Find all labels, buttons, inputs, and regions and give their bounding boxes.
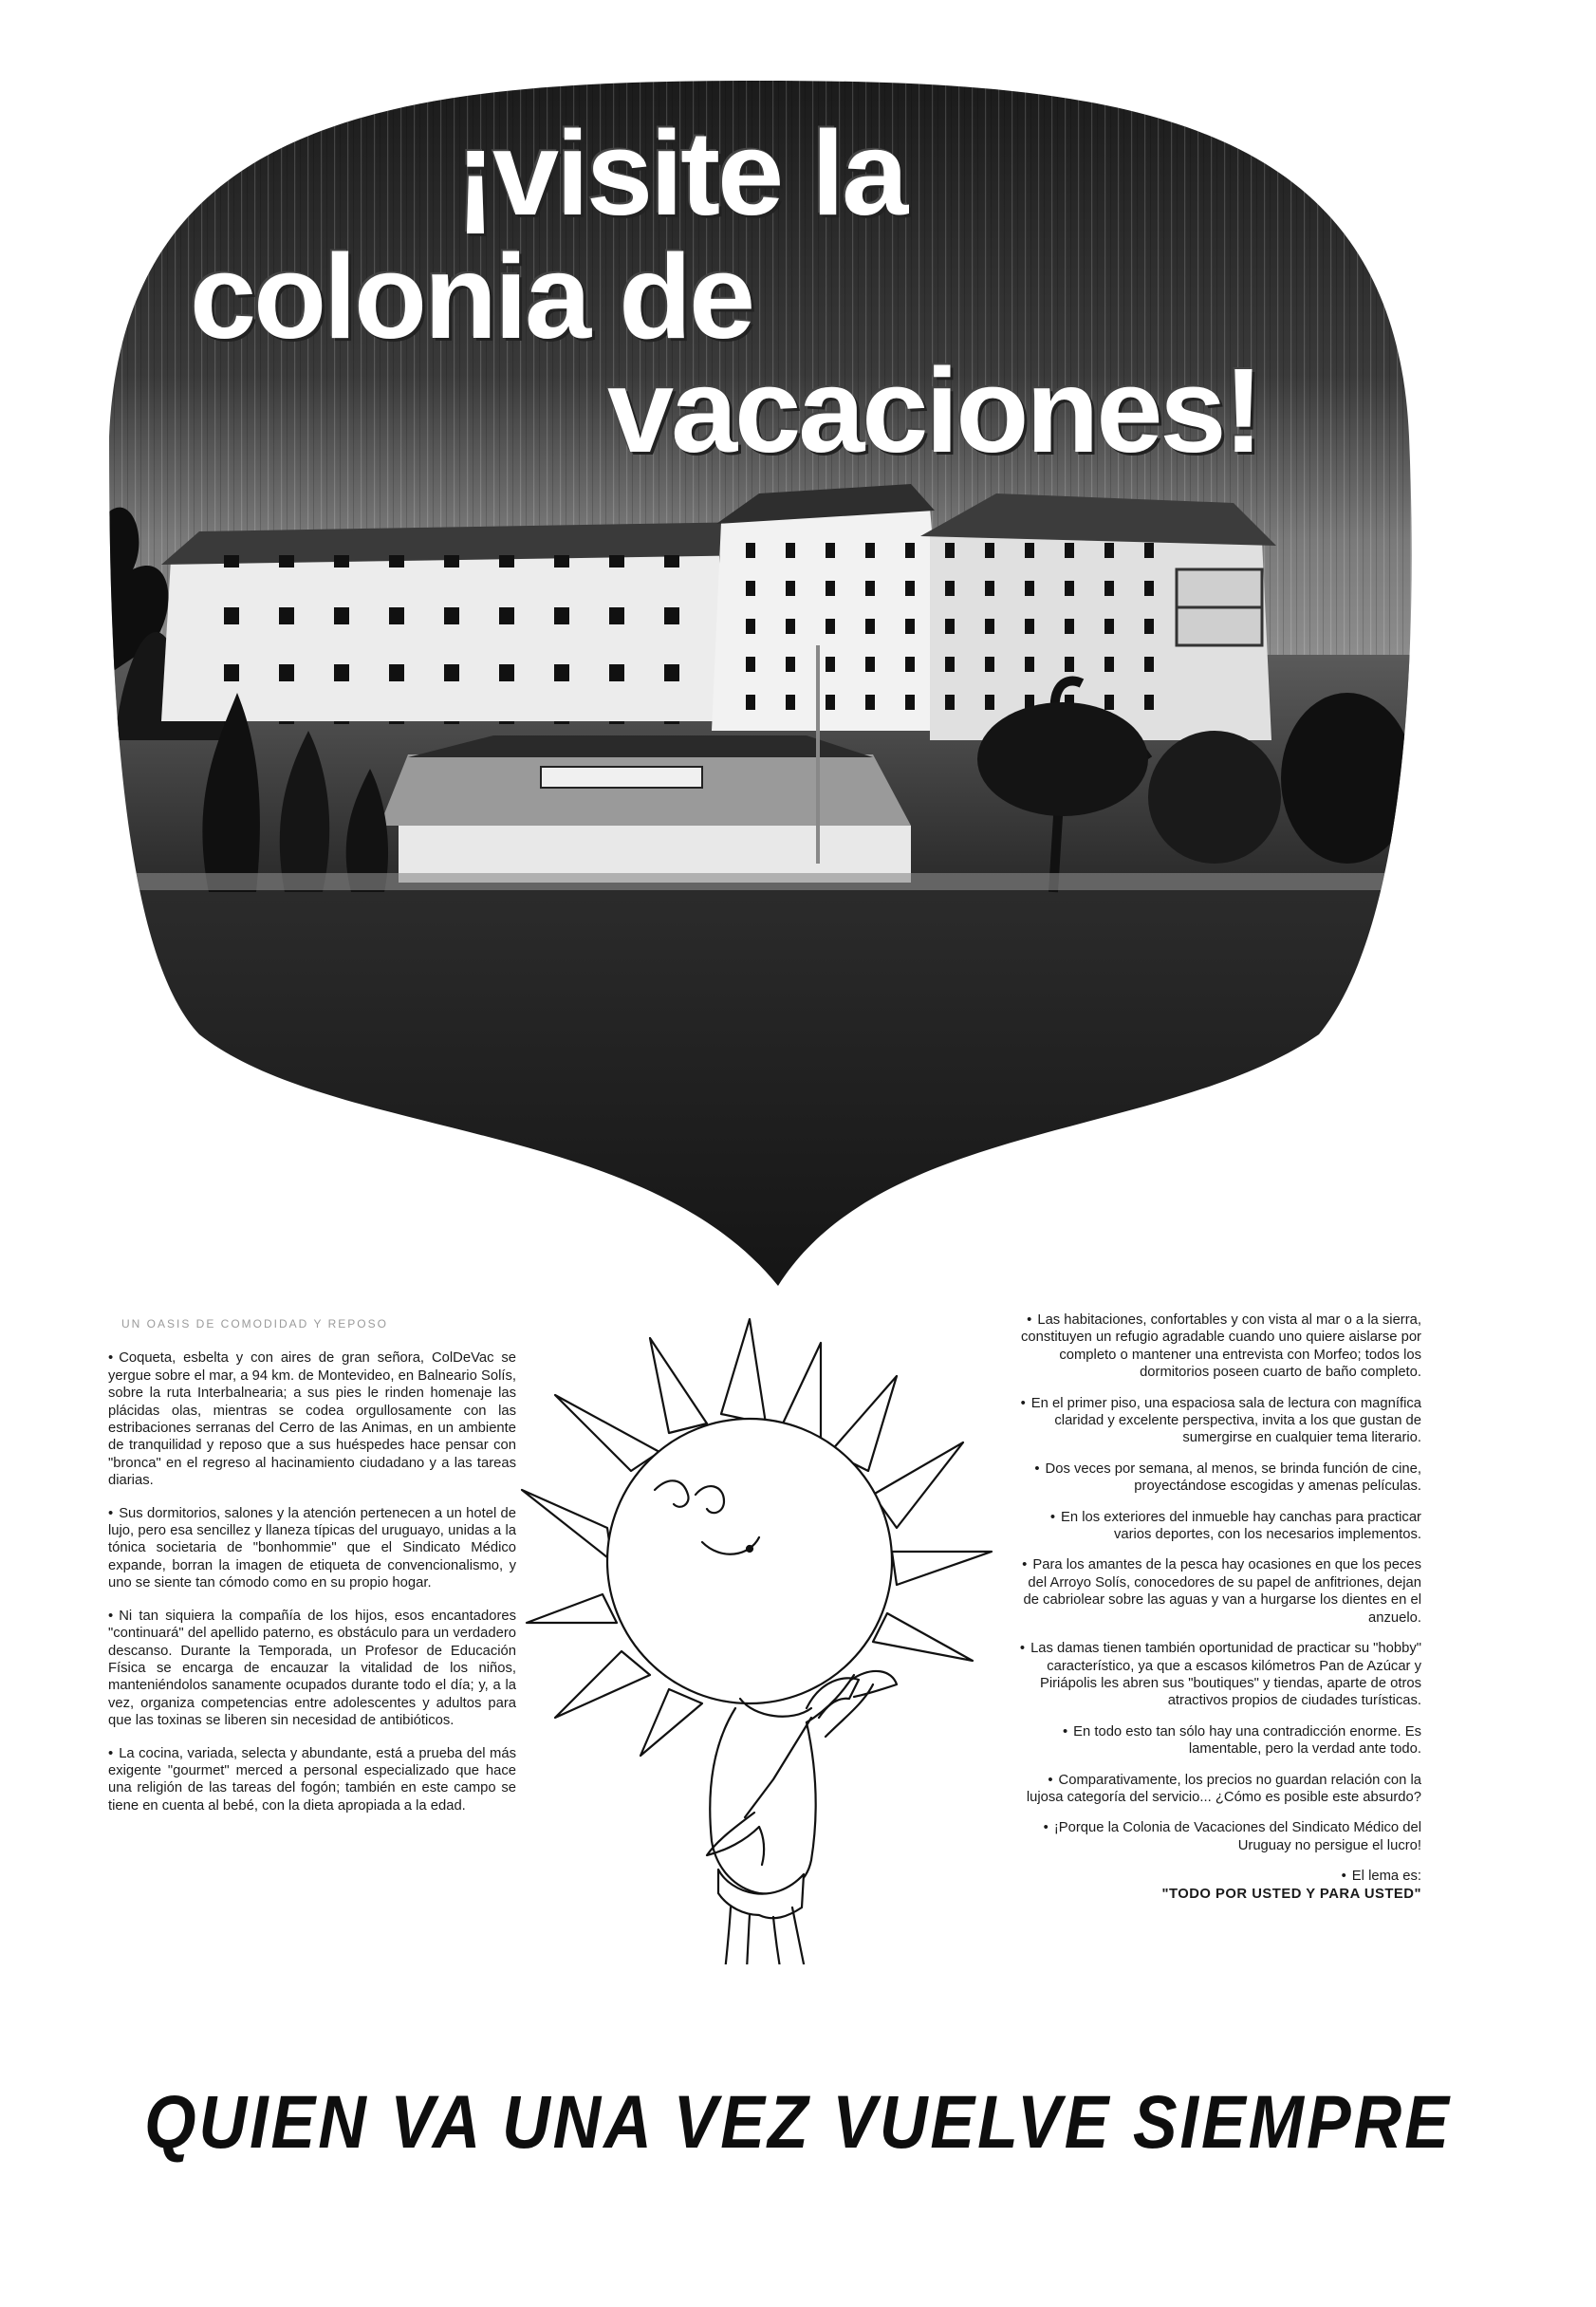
right-paragraph: • En los exteriores del inmueble hay canchas para practicar varios deportes, con los necesarios implementos. [1049, 1509, 1421, 1543]
right-paragraph: • Las damas tienen también oportunidad de practicar su "hobby" característico, ya que a escasos kilómetros Pan de Azúcar y Piriápolis les abren sus "boutiques" y tiendas, aparte de otros atractivos propios de ciudades turísticas. [1019, 1641, 1421, 1709]
left-paragraph: • Sus dormitorios, salones y la atención pertenecen a un hotel de lujo, pero esa sencillez y llaneza típicas del uruguayo, unidas a la tónica societaria de "bonhommie" que el Sindicato Médico expande, borran la imagen de etiqueta de convencionalismo, y uno se siente tan cómodo como en su propio hogar. [108, 1505, 516, 1591]
bullet-icon: • [1034, 1460, 1040, 1477]
bullet-icon: • [1043, 1820, 1049, 1836]
intro-kicker: UN OASIS DE COMODIDAD Y REPOSO [121, 1317, 388, 1330]
headline-line-2: colonia de [190, 230, 753, 363]
right-paragraph: • ¡Porque la Colonia de Vacaciones del Sindicato Médico del Uruguay no persigue el lucro! [1043, 1820, 1421, 1853]
right-paragraph: • En todo esto tan sólo hay una contradicción enorme. Es lamentable, pero la verdad ante todo. [1062, 1723, 1421, 1758]
bullet-icon: • [108, 1505, 114, 1521]
bullet-icon: • [1048, 1772, 1053, 1788]
right-paragraph: • Dos veces por semana, al menos, se brinda función de cine, proyectándose escogidas y amenas películas. [1034, 1460, 1421, 1495]
left-paragraph: • La cocina, variada, selecta y abundante, está a prueba del más exigente "gourmet" merced a personal especializado que hace una religión de las tareas del fogón; también en este campo se tiene en cuenta al bebé, con la dieta apropiada a la edad. [108, 1745, 516, 1814]
bullet-icon: • [1020, 1395, 1026, 1411]
headline-line-1: ¡visite la [455, 106, 906, 240]
sun-mascot-illustration [517, 1300, 1011, 1964]
motto-label: • El lema es: [1341, 1869, 1421, 1885]
bullet-icon: • [108, 1608, 114, 1624]
left-paragraph: • Ni tan siquiera la compañía de los hijos, esos encantadores "continuará" del apellido paterno, es obstáculo para un verdadero descanso. Durante la Temporada, un Profesor de Educación Física se encarga de encauzar la vitalidad de los niños, manteniéndolos sanamente ocupados durante todo el día; y, a la vez, organiza competencias entre adolescentes y adultos para que las toxinas se liberen sin necesidad de antibióticos. [108, 1608, 516, 1729]
headline-line-3: vacaciones! [607, 344, 1261, 477]
bullet-icon: • [1019, 1641, 1026, 1657]
right-text-column [1019, 1312, 1421, 1903]
right-paragraph: • En el primer piso, una espaciosa sala de lectura con magnífica claridad y excelente perspectiva, invita a los que gustan de sumergirse en cualquier tema literario. [1020, 1395, 1421, 1446]
right-paragraph: • Para los amantes de la pesca hay ocasiones en que los peces del Arroyo Solís, conocedores de su papel de anfitriones, dejan de cabriolear sobre las aguas y van a hurgarse los dientes en el anzuelo. [1022, 1557, 1421, 1626]
right-paragraph: • Comparativamente, los precios no guardan relación con la lujosa categoría del servicio... ¿Cómo es posible este absurdo? [1026, 1772, 1421, 1805]
bullet-icon: • [1049, 1509, 1055, 1525]
bullet-icon: • [108, 1745, 114, 1761]
left-text-column [108, 1315, 516, 1830]
motto: "TODO POR USTED Y PARA USTED" [1161, 1886, 1421, 1902]
slogan: QUIEN VA UNA VEZ VUELVE SIEMPRE [144, 2080, 1452, 2164]
right-paragraph: • Las habitaciones, confortables y con vista al mar o a la sierra, constituyen un refugio agradable cuando uno quiere aislarse por completo o mantener una entrevista con Morfeo; todos los dormitorios poseen cuarto de baño completo. [1020, 1312, 1421, 1381]
bullet-icon: • [1062, 1723, 1068, 1740]
bullet-icon: • [1341, 1869, 1346, 1885]
bullet-icon: • [108, 1350, 114, 1367]
sun-face-icon [607, 1419, 892, 1703]
left-paragraph: • Coqueta, esbelta y con aires de gran señora, ColDeVac se yergue sobre el mar, a 94 km. de Montevideo, en Balneario Solís, sobre la ruta Interbalnearia; a sus pies le rinden homenaje las plácidas olas, mientras se codea orgullosamente con las estribaciones serranas del Cerro de las Animas, en un ambiente de tranquilidad y reposo que a sus huéspedes hace pensar con "bronca" en el regreso al hacinamiento ciudadano y a las tareas diarias. [108, 1350, 516, 1489]
bullet-icon: • [1027, 1312, 1032, 1328]
bullet-icon: • [1022, 1557, 1028, 1573]
